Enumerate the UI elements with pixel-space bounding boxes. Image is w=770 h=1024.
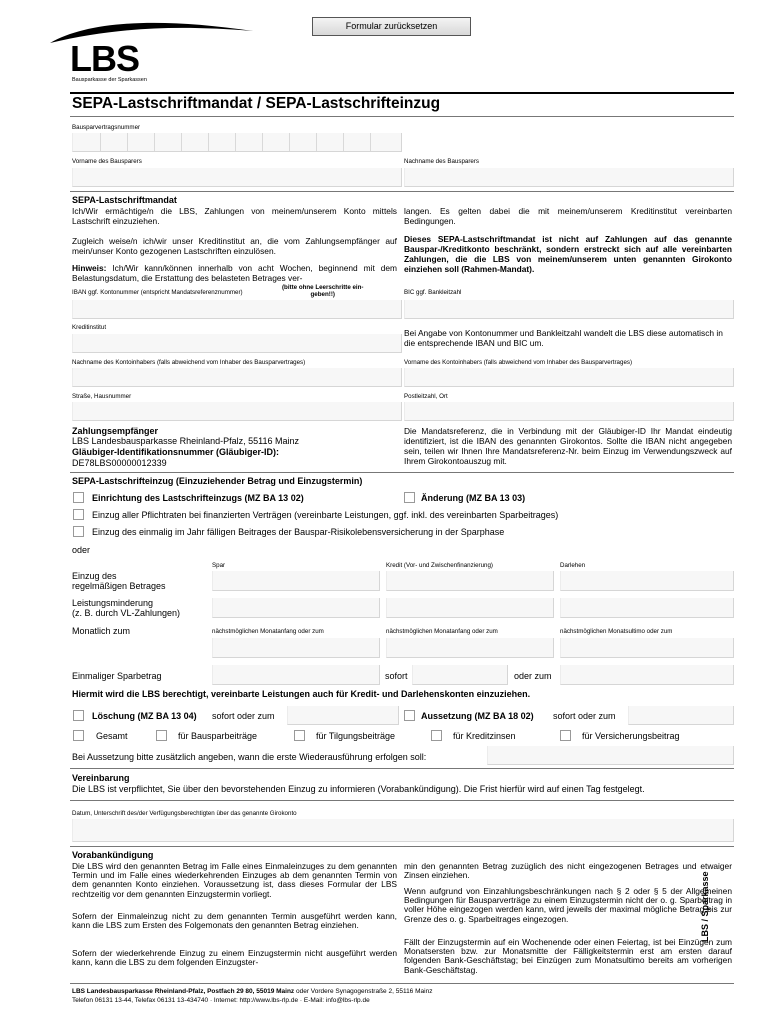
wiederaufnahme-input[interactable]	[487, 746, 734, 765]
gesamt-label: Gesamt	[96, 731, 128, 741]
footer-address-rest: oder Vordere Synagogenstraße 2, 55116 Mainz	[294, 988, 433, 995]
iban-label: IBAN ggf. Kontonummer (entspricht Mandatsreferenznummer)	[72, 289, 243, 296]
mandat-text-1: Ich/Wir ermächtige/n die LBS, Zahlungen von meinem/unserem Konto mittels Lastschrift einzuziehen.	[72, 206, 397, 226]
spar-monatanfang-label: nächstmöglichen Monatanfang oder zum	[212, 628, 324, 635]
hinweis-label: Hinweis:	[72, 263, 107, 273]
bauspar-checkbox[interactable]	[156, 730, 167, 741]
kontoinhaber-nachname-label: Nachname des Kontoinhabers (falls abweichend vom Inhaber des Bausparvertrages)	[72, 359, 306, 366]
kreditinstitut-label: Kreditinstitut	[72, 324, 107, 331]
logo-brand: LBS	[70, 38, 139, 79]
page-title: SEPA-Lastschriftmandat / SEPA-Lastschrifteinzug	[72, 95, 441, 112]
vorab-heading: Vorabankündigung	[72, 850, 154, 860]
vorab-left-1: Die LBS wird den genannten Betrag im Falle eines Einmaleinzuges zu dem genannten Termin und im Falle eines wiederkehrenden Einzuges ab dem genannten Termin von dem genannten Konto einziehen. Voraussetzung ist, dass dieses Formular der LBS rechtzeitig vor dem genannten Einzugstermin vorliegt.	[72, 861, 397, 899]
mandat-text-2: Zugleich weise/n ich/wir unser Kreditinstitut an, die vom Zahlungsempfänger auf mein/unser Konto gezogenen Lastschriften einzulösen.	[72, 236, 397, 256]
row-regelmaessig: Einzug des regelmäßigen Betrages	[72, 571, 166, 591]
kredit-minderung-input[interactable]	[386, 598, 554, 618]
pflichtraten-checkbox[interactable]	[73, 509, 84, 520]
footer-address-bold: LBS Landesbausparkasse Rheinland-Pfalz, Postfach 29 80, 55019 Mainz	[72, 988, 295, 995]
spar-betrag-input[interactable]	[212, 571, 380, 591]
kontoinhaber-vorname-input[interactable]	[404, 368, 734, 387]
col-spar: Spar	[212, 562, 226, 569]
iban-input[interactable]	[72, 300, 402, 319]
kreditinstitut-input[interactable]	[72, 334, 402, 353]
bauspar-label: für Bausparbeiträge	[178, 731, 258, 741]
vorab-right-1: min den genannten Betrag zuzüglich des nicht eingezogenen Betrages und etwaiger Zinsen einziehen.	[404, 861, 732, 881]
pflichtraten-label: Einzug aller Pflichtraten bei finanzierten Verträgen (vereinbarte Leistungen, ggf. inkl. des vereinbarten Sparbeitrages)	[92, 510, 559, 520]
einmalig-oder-zum-label: oder zum	[514, 671, 552, 681]
glaeubiger-id: DE78LBS00000012339	[72, 458, 167, 468]
empfaenger-heading: Zahlungsempfänger	[72, 426, 159, 436]
aussetzung-label: Aussetzung (MZ BA 18 02)	[421, 711, 534, 721]
mandatsreferenz-text: Die Mandatsreferenz, die in Verbindung mit der Gläubiger-ID Ihr Mandat eindeutig identifiziert, ist die IBAN des genannten Girokontos. Sollte die IBAN nicht angegeben sein, teilen wir Ihnen Ihre Mandatsreferenz-Nr. beim Einzug im Verwendungszweck auf Ihrem Girokontoauszug mit.	[404, 426, 732, 466]
vorab-right-3: Fällt der Einzugstermin auf ein Wochenende oder einen Feiertag, ist bei Einzügen zum Monatsersten bzw. zur Monatsmitte der Fälligkeitstermin erst am ersten darauf folgenden Bank-Geschäftstag; bei Einzügen zum Monatsultimo bereits am vorherigen Bank-Geschäftstag.	[404, 937, 732, 975]
mandat-heading: SEPA-Lastschriftmandat	[72, 195, 177, 205]
bic-label: BIC ggf. Bankleitzahl	[404, 289, 462, 296]
tilgung-checkbox[interactable]	[294, 730, 305, 741]
logo-tagline: Bausparkasse der Sparkassen	[72, 77, 147, 83]
risikoleben-label: Einzug des einmalig im Jahr fälligen Beitrages der Bauspar-Risikolebensversicherung in der Sparphase	[92, 527, 505, 537]
plz-input[interactable]	[404, 402, 734, 421]
vorab-left-3: Sofern der wiederkehrende Einzug zu einem Einzugstermin nicht ausgeführt werden kann, kann die LBS zu dem folgenden Einzugster-	[72, 948, 397, 968]
vertragsnummer-label: Bausparvertragsnummer	[72, 124, 141, 131]
row-monatlich: Monatlich zum	[72, 626, 131, 636]
hinweis-text: Ich/Wir kann/können innerhalb von acht Wochen, beginnend mit dem Belastungsdatum, die Erstattung des belasteten Betrages ver-	[72, 263, 397, 283]
kredit-termin-input[interactable]	[386, 638, 554, 658]
footer-line2: Telefon 06131 13-44, Telefax 06131 13-434740 · Internet: http://www.lbs-rlp.de · E-Mail: info@lbs-rlp.de	[72, 997, 370, 1004]
einmalig-sofort-label: sofort	[385, 671, 408, 681]
kreditzinsen-label: für Kreditzinsen	[453, 731, 516, 741]
loeschung-sofort-label: sofort oder zum	[212, 711, 275, 721]
einrichtung-checkbox[interactable]	[73, 492, 84, 503]
oder-label: oder	[72, 545, 91, 555]
spar-minderung-input[interactable]	[212, 598, 380, 618]
berechtigt-text: Hiermit wird die LBS berechtigt, vereinbarte Leistungen auch für Kredit- und Darlehenskonten einzuziehen.	[72, 689, 531, 699]
kontoinhaber-nachname-input[interactable]	[72, 368, 402, 387]
einmalig-sofort-checkbox[interactable]	[412, 665, 508, 685]
mandat-right-2: Dieses SEPA-Lastschriftmandat ist nicht auf Zahlungen auf das genannte Bauspar-/Kreditkonto beschränkt, sondern erstreckt sich auf alle vereinbarten Zahlungen, die die LBS von meinem/unserem unten genannten Girokonto einziehen soll (Rahmen-Mandat).	[404, 234, 732, 274]
gesamt-checkbox[interactable]	[73, 730, 84, 741]
darlehen-monatsultimo-label: nächstmöglichen Monatsultimo oder zum	[560, 628, 673, 635]
einmalig-datum-input[interactable]	[560, 665, 734, 685]
aussetzung-sofort-label: sofort oder zum	[553, 711, 616, 721]
kreditzinsen-checkbox[interactable]	[431, 730, 442, 741]
versicherung-label: für Versicherungsbeitrag	[582, 731, 680, 741]
wiederaufnahme-label: Bei Aussetzung bitte zusätzlich angeben, wann die erste Wiederausführung erfolgen soll:	[72, 752, 427, 762]
vereinbarung-heading: Vereinbarung	[72, 773, 130, 783]
vertragsnummer-input[interactable]	[72, 133, 402, 152]
einrichtung-label: Einrichtung des Lastschrifteinzugs (MZ BA 13 02)	[92, 493, 304, 503]
iban-hint: Bei Angabe von Kontonummer und Bankleitzahl wandelt die LBS diese automatisch in die entsprechende IBAN und BIC um.	[404, 328, 723, 348]
darlehen-termin-input[interactable]	[560, 638, 734, 658]
kredit-monatanfang-label: nächstmöglichen Monatanfang oder zum	[386, 628, 498, 635]
plz-label: Postleitzahl, Ort	[404, 393, 448, 400]
unterschrift-input[interactable]	[72, 819, 734, 842]
side-label: LBS / Sparkasse	[700, 871, 710, 942]
tilgung-label: für Tilgungsbeiträge	[316, 731, 396, 741]
unterschrift-label: Datum, Unterschrift des/der Verfügungsberechtigten über das genannte Girokonto	[72, 810, 297, 817]
aenderung-label: Änderung (MZ BA 13 03)	[421, 493, 526, 503]
aenderung-checkbox[interactable]	[404, 492, 415, 503]
reset-button[interactable]: Formular zurücksetzen	[312, 17, 471, 36]
vorab-right-2: Wenn aufgrund von Einzahlungsbeschränkungen nach § 2 oder § 5 der Allgemeinen Bedingungen für Bausparverträge zu einem Einzugstermin nicht der o. g. Sparbeitrag in voller Höhe eingezogen werden kann, wird jeweils der maximal mögliche Betrag bis zur Grenze des o. g. Sparbeitrages eingezogen.	[404, 886, 732, 924]
einzug-heading: SEPA-Lastschrifteinzug (Einzuziehender Betrag und Einzugstermin)	[72, 476, 363, 486]
kontoinhaber-vorname-label: Vorname des Kontoinhabers (falls abweichend vom Inhaber des Bausparvertrages)	[404, 359, 633, 366]
vereinbarung-text: Die LBS ist verpflichtet, Sie über den bevorstehenden Einzug zu informieren (Vorabankündigung). Die Frist hierfür wird auf einen Tag festgelegt.	[72, 784, 645, 794]
nachname-input[interactable]	[404, 168, 734, 187]
mandat-hinweis	[72, 263, 397, 283]
vorab-left-2: Sofern der Einmaleinzug nicht zu dem genannten Termin ausgeführt werden kann, kann die LBS zum Ersten des Folgemonats den genannten Betrag einziehen.	[72, 911, 397, 931]
strasse-input[interactable]	[72, 402, 402, 421]
col-darlehen: Darlehen	[560, 562, 586, 569]
loeschung-checkbox[interactable]	[73, 710, 84, 721]
col-kredit: Kredit (Vor- und Zwischenfinanzierung)	[386, 562, 493, 569]
einmalig-betrag-input[interactable]	[212, 665, 380, 685]
versicherung-checkbox[interactable]	[560, 730, 571, 741]
darlehen-minderung-input[interactable]	[560, 598, 734, 618]
footer-line1	[72, 988, 432, 995]
loeschung-datum-input[interactable]	[287, 706, 399, 725]
iban-note: (bitte ohne Leerschritte ein- geben!!)	[282, 284, 364, 298]
bic-input[interactable]	[404, 300, 734, 319]
aussetzung-datum-input[interactable]	[628, 706, 734, 725]
risikoleben-checkbox[interactable]	[73, 526, 84, 537]
empfaenger-line2: Gläubiger-Identifikationsnummer (Gläubiger-ID):	[72, 447, 280, 457]
loeschung-label: Löschung (MZ BA 13 04)	[92, 711, 197, 721]
spar-termin-input[interactable]	[212, 638, 380, 658]
nachname-label: Nachname des Bausparers	[404, 158, 479, 165]
row-einmalig: Einmaliger Sparbetrag	[72, 671, 162, 681]
mandat-right-1: langen. Es gelten dabei die mit meinem/unserem Kreditinstitut vereinbarten Bedingungen.	[404, 206, 732, 226]
vorname-label: Vorname des Bausparers	[72, 158, 142, 165]
strasse-label: Straße, Hausnummer	[72, 393, 132, 400]
aussetzung-checkbox[interactable]	[404, 710, 415, 721]
darlehen-betrag-input[interactable]	[560, 571, 734, 591]
kredit-betrag-input[interactable]	[386, 571, 554, 591]
lbs-logo	[48, 17, 258, 87]
row-leistungsminderung: Leistungsminderung (z. B. durch VL-Zahlungen)	[72, 598, 181, 618]
empfaenger-line1: LBS Landesbausparkasse Rheinland-Pfalz, 55116 Mainz	[72, 436, 299, 446]
vorname-input[interactable]	[72, 168, 402, 187]
